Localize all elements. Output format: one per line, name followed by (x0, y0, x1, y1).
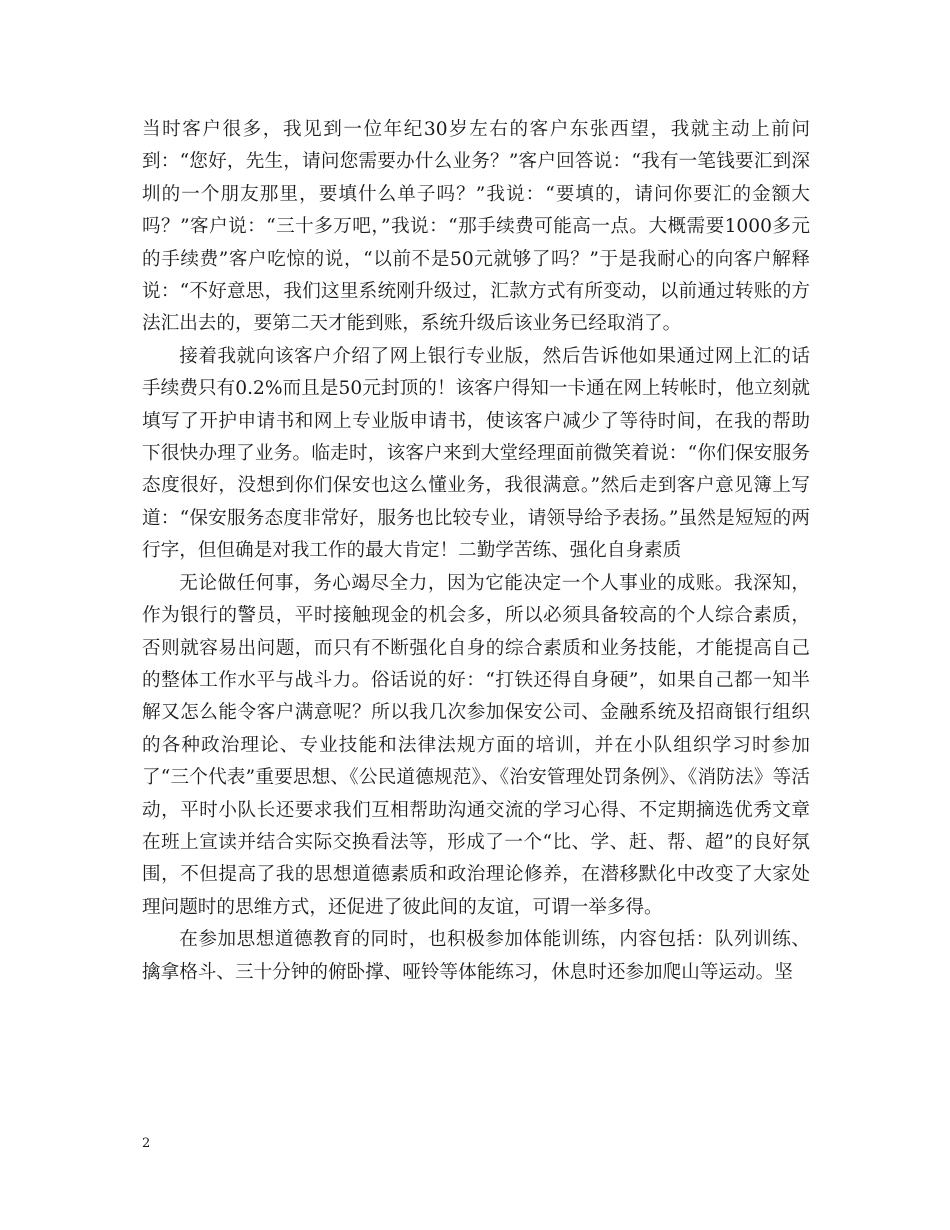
paragraph-4: 在参加思想道德教育的同时，也积极参加体能训练，内容包括：队列训练、擒拿格斗、三十分钟的俯卧撑、哑铃等体能练习，休息时还参加爬山等运动。坚 (142, 929, 810, 983)
page-number: 2 (142, 1136, 151, 1151)
paragraph-2: 接着我就向该客户介绍了网上银行专业版，然后告诉他如果通过网上汇的话手续费只有0.2%而且是50元封顶的！该客户得知一卡通在网上转帐时，他立刻就填写了开护申请书和网上专业版申请书，使该客户减少了等待时间，在我的帮助下很快办理了业务。临走时，该客户来到大堂经理面前微笑着说：“你们保安服务态度很好，没想到你们保安也这么懂业务，我很满意。”然后走到客户意见簿上写道：“保安服务态度非常好，服务也比较专业，请领导给予表扬。”虽然是短短的两行字，但但确是对我工作的最大肯定！二勤学苦练、强化自身素质 (142, 345, 810, 562)
body-text (142, 114, 810, 989)
paragraph-3: 无论做任何事，务心竭尽全力，因为它能决定一个人事业的成账。我深知，作为银行的警员，平时接触现金的机会多，所以必须具备较高的个人综合素质，否则就容易出问题，而只有不断强化自身的综合素质和业务技能，才能提高自己的整体工作水平与战斗力。俗话说的好：“打铁还得自身硬”，如果自己都一知半解又怎么能令客户满意呢？所以我几次参加保安公司、金融系统及招商银行组织的各种政治理论、专业技能和法律法规方面的培训，并在小队组织学习时参加了“三个代表”重要思想、《公民道德规范》、《治安管理处罚条例》、《消防法》等活动，平时小队长还要求我们互相帮助沟通交流的学习心得、不定期摘选优秀文章在班上宣读并结合实际交换看法等，形成了一个“比、学、赶、帮、超”的良好氛围，不但提高了我的思想道德素质和政治理论修养，在潜移默化中改变了大家处理问题时的思维方式，还促进了彼此间的友谊，可谓一举多得。 (142, 572, 810, 918)
paragraph-1: 当时客户很多，我见到一位年纪30岁左右的客户东张西望，我就主动上前问到：“您好，先生，请问您需要办什么业务？”客户回答说：“我有一笔钱要汇到深圳的一个朋友那里，要填什么单子吗？”我说：“要填的，请问你要汇的金额大吗？”客户说：“三十多万吧，”我说：“那手续费可能高一点。大概需要1000多元的手续费”客户吃惊的说，“以前不是50元就够了吗？”于是我耐心的向客户解释说：“不好意思，我们这里系统刚升级过，汇款方式有所变动，以前通过转账的方法汇出去的，要第二天才能到账，系统升级后该业务已经取消了。 (142, 119, 810, 335)
